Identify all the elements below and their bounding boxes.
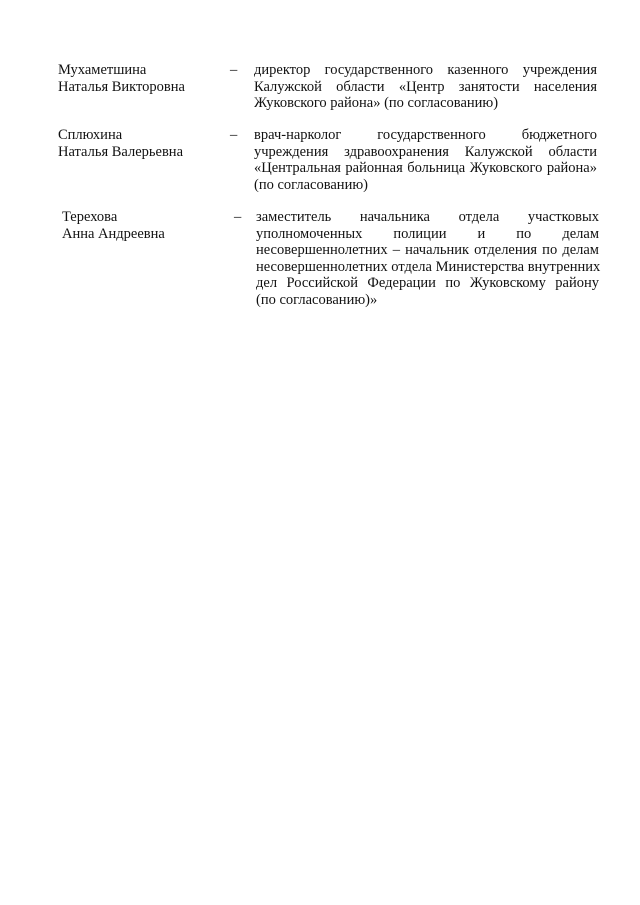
position-line: (по согласованию) [254, 176, 368, 193]
dash-separator: – [230, 127, 238, 143]
member-name [58, 62, 218, 95]
position-line: дел Российской Федерации по Жуковскому району [256, 275, 599, 291]
member-surname: Терехова [62, 209, 118, 225]
position-line: директор государственного казенного учреждения [254, 62, 597, 78]
member-position [254, 127, 597, 193]
position-line: Жуковского района» (по согласованию) [254, 95, 499, 111]
member-given-names: Наталья Викторовна [58, 78, 185, 95]
member-position [256, 209, 599, 308]
member-surname: Сплюхина [58, 127, 123, 143]
position-line: Калужской области «Центр занятости населения [254, 78, 597, 95]
position-line: врач-нарколог государственного бюджетного [254, 127, 597, 143]
position-line: несовершеннолетних – начальник отделения по делам [256, 242, 599, 258]
position-line: «Центральная районная больница Жуковского района» [254, 160, 597, 176]
position-line: несовершеннолетних отдела Министерства внутренних [256, 258, 601, 275]
member-surname: Мухаметшина [58, 62, 147, 78]
position-line: заместитель начальника отдела участковых [256, 209, 599, 225]
position-line: (по согласованию)» [256, 291, 378, 308]
position-line: уполномоченных полиции и по делам [256, 225, 599, 242]
member-name [62, 209, 222, 242]
dash-separator: – [234, 209, 242, 225]
member-given-names: Наталья Валерьевна [58, 143, 183, 160]
dash-separator: – [230, 62, 238, 78]
position-line: учреждения здравоохранения Калужской области [254, 143, 597, 160]
member-given-names: Анна Андреевна [62, 225, 165, 242]
member-name [58, 127, 218, 160]
member-position [254, 62, 597, 112]
